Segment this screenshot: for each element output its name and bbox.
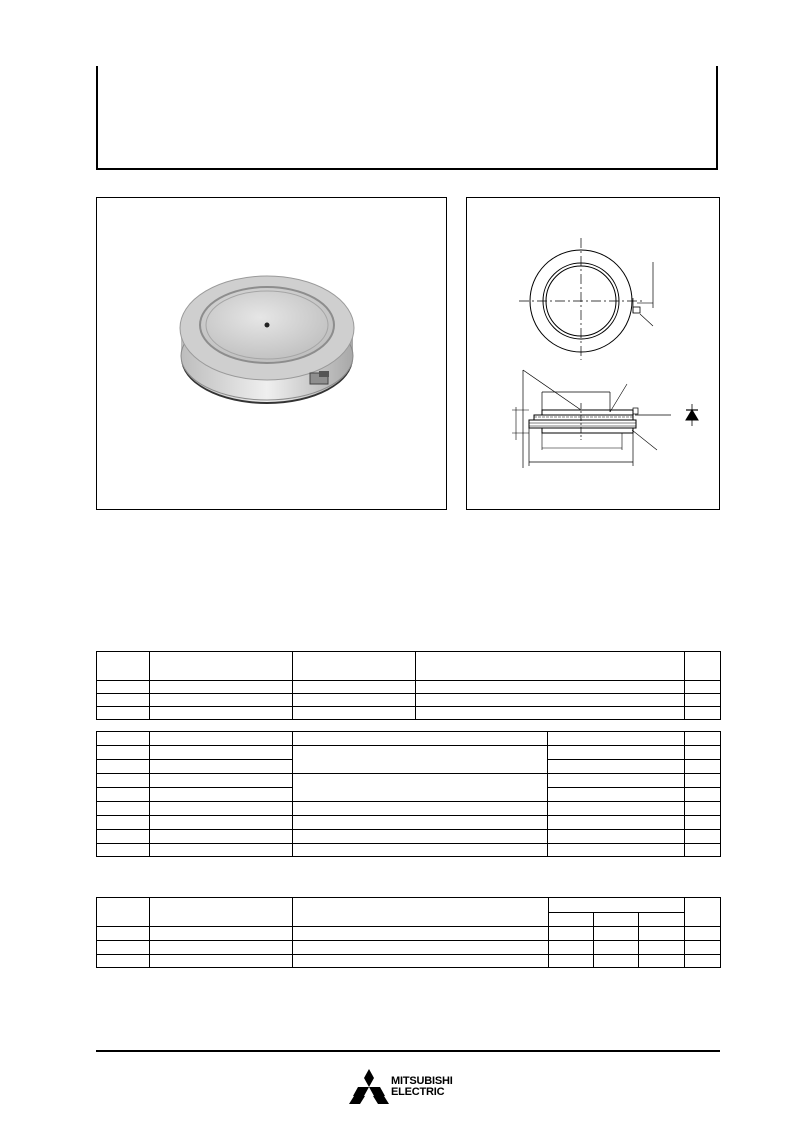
header-frame (96, 66, 718, 170)
table-cell (685, 652, 721, 681)
table-cell (293, 898, 549, 927)
ratings-table-2 (96, 731, 721, 857)
footer-rule (96, 1050, 720, 1052)
table-cell (549, 898, 685, 913)
mitsubishi-electric-logo (349, 1068, 469, 1108)
table-row (97, 732, 721, 746)
ratings-table-1 (96, 651, 721, 720)
table-row (97, 802, 721, 816)
table-row (97, 844, 721, 857)
table-row (97, 941, 721, 955)
brand-line-1: MITSUBISHI (391, 1075, 453, 1087)
three-diamonds-icon (349, 1068, 389, 1106)
product-photo-frame (96, 197, 447, 510)
outline-drawing-frame (466, 197, 720, 510)
thyristor-photo (97, 198, 446, 509)
brand-wordmark (391, 1076, 453, 1098)
brand-line-2: ELECTRIC (391, 1086, 445, 1098)
table-row (97, 694, 721, 707)
table-cell (293, 652, 416, 681)
table-row (97, 830, 721, 844)
table-row (97, 816, 721, 830)
table-row (97, 955, 721, 968)
table-cell (416, 652, 685, 681)
table-cell (594, 913, 639, 927)
table-row (97, 927, 721, 941)
table-cell (639, 913, 685, 927)
table-row (97, 681, 721, 694)
outline-drawing (467, 198, 719, 509)
table-row (97, 774, 721, 788)
table-cell (97, 898, 150, 927)
table-cell (150, 652, 293, 681)
table-cell (150, 898, 293, 927)
table-cell (549, 913, 594, 927)
table-row (97, 746, 721, 760)
table-row (97, 707, 721, 720)
table-cell (97, 652, 150, 681)
characteristics-table (96, 897, 721, 968)
table-cell (685, 898, 721, 927)
